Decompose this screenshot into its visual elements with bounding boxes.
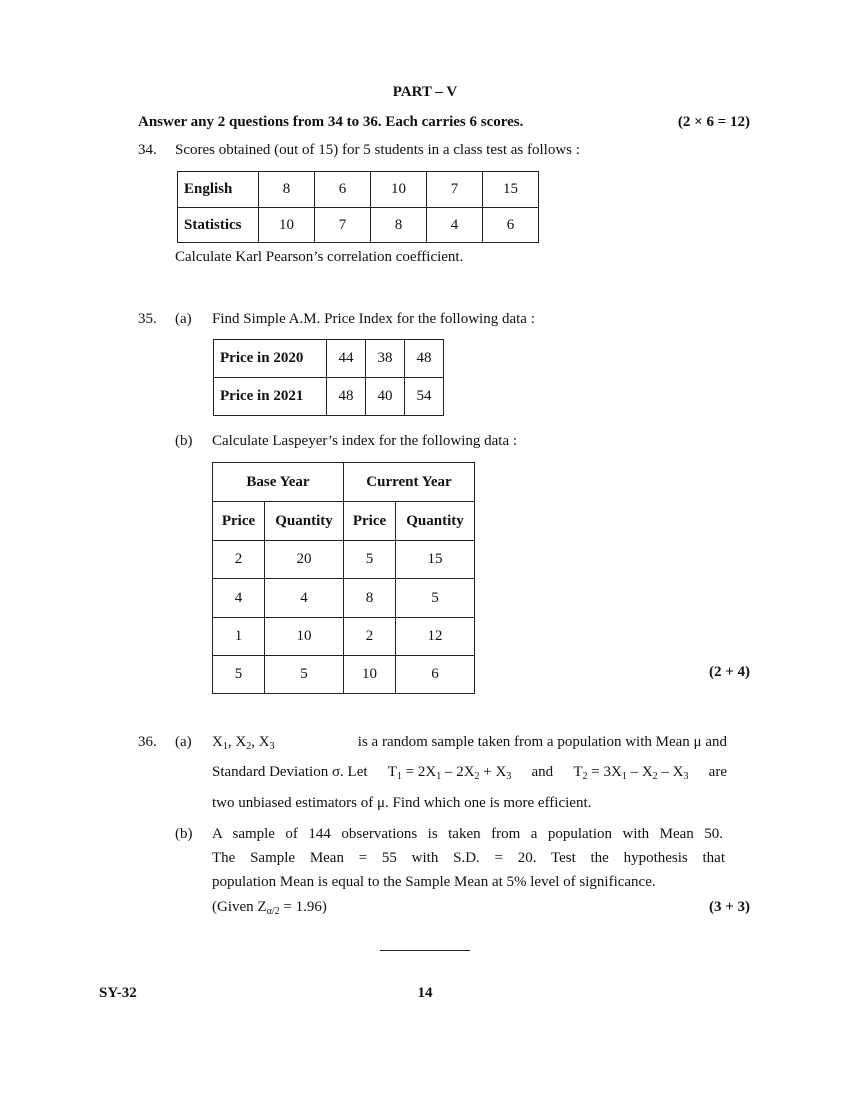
table-cell: 10 xyxy=(259,208,315,243)
q36b-label: (b) xyxy=(175,826,193,842)
q36a-line1-text: is a random sample taken from a population with Mean μ and xyxy=(357,734,727,750)
column-header: Quantity xyxy=(396,502,475,541)
q35a-row-label: Price in 2020 xyxy=(214,340,327,378)
table-cell: 5 xyxy=(396,579,475,618)
table-cell: 2 xyxy=(213,541,265,579)
table-cell: 5 xyxy=(213,656,265,694)
q36a-line3: two unbiased estimators of μ. Find which one is more efficient. xyxy=(212,795,592,811)
q36a-line1 xyxy=(212,734,727,751)
base-year-header: Base Year xyxy=(213,463,344,502)
q36a-are: are xyxy=(708,764,727,780)
q35b-text: Calculate Laspeyer’s index for the following data : xyxy=(212,433,518,449)
instruction-marks: (2 × 6 = 12) xyxy=(677,114,750,130)
q36a-estimator-t2: $T_2 = 3X_1 - X_2 - X_3$ xyxy=(573,764,689,782)
q34-number: 34. xyxy=(138,142,157,158)
table-row xyxy=(213,656,475,694)
q35a-row-label: Price in 2021 xyxy=(214,378,327,416)
table-row xyxy=(214,340,444,378)
table-cell: 40 xyxy=(366,378,405,416)
q34-row-label: English xyxy=(178,172,259,208)
table-cell: 20 xyxy=(265,541,344,579)
q36b-given xyxy=(212,899,327,916)
table-cell: 15 xyxy=(483,172,539,208)
q35-number: 35. xyxy=(138,311,157,327)
given-prefix: (Given Z xyxy=(212,899,267,915)
q34-text: Scores obtained (out of 15) for 5 students in a class test as follows : xyxy=(175,142,580,158)
column-header: Quantity xyxy=(265,502,344,541)
table-cell: 4 xyxy=(265,579,344,618)
column-header: Price xyxy=(344,502,396,541)
q36a-and: and xyxy=(531,764,554,780)
table-cell: 54 xyxy=(405,378,444,416)
table-cell: 5 xyxy=(265,656,344,694)
q35b-label: (b) xyxy=(175,433,193,449)
table-cell: 48 xyxy=(327,378,366,416)
q36a-line2-text: Standard Deviation σ. Let xyxy=(212,764,368,780)
given-subscript: α/2 xyxy=(266,906,280,917)
q35b-table xyxy=(212,462,475,694)
table-cell: 1 xyxy=(213,618,265,656)
table-header-row xyxy=(213,502,475,541)
given-value: = 1.96) xyxy=(279,899,327,915)
end-divider xyxy=(380,950,470,951)
q36b-line2: The Sample Mean = 55 with S.D. = 20. Test the hypothesis that xyxy=(212,850,725,866)
instruction: Answer any 2 questions from 34 to 36. Each carries 6 scores. xyxy=(138,114,524,130)
table-cell: 8 xyxy=(344,579,396,618)
q36a-line2 xyxy=(212,764,727,781)
table-cell: 4 xyxy=(213,579,265,618)
current-year-header: Current Year xyxy=(344,463,475,502)
table-cell: 7 xyxy=(427,172,483,208)
q34-task: Calculate Karl Pearson’s correlation coefficient. xyxy=(175,249,464,265)
q36a-estimator-t1: $T_1 = 2X_1 - 2X_2 + X_3$ xyxy=(387,764,512,782)
q35-marks: (2 + 4) xyxy=(708,664,750,680)
table-row xyxy=(213,618,475,656)
table-row xyxy=(214,378,444,416)
table-cell: 10 xyxy=(265,618,344,656)
footer-code: SY-32 xyxy=(99,985,137,1001)
q34-row-label: Statistics xyxy=(178,208,259,243)
table-row xyxy=(178,208,539,243)
table-row xyxy=(213,579,475,618)
table-cell: 6 xyxy=(315,172,371,208)
table-cell: 38 xyxy=(366,340,405,378)
q36-marks: (3 + 3) xyxy=(708,899,750,915)
q35a-label: (a) xyxy=(175,311,192,327)
part-title: PART – V xyxy=(392,84,458,100)
table-cell: 5 xyxy=(344,541,396,579)
table-cell: 2 xyxy=(344,618,396,656)
table-cell: 6 xyxy=(483,208,539,243)
page-number: 14 xyxy=(417,985,433,1001)
table-cell: 6 xyxy=(396,656,475,694)
table-header-row xyxy=(213,463,475,502)
table-row xyxy=(178,172,539,208)
table-cell: 10 xyxy=(344,656,396,694)
table-cell: 12 xyxy=(396,618,475,656)
q36b-line3: population Mean is equal to the Sample Mean at 5% level of significance. xyxy=(212,874,656,890)
q34-table xyxy=(177,171,539,243)
q36-number: 36. xyxy=(138,734,157,750)
table-cell: 8 xyxy=(371,208,427,243)
table-cell: 44 xyxy=(327,340,366,378)
table-cell: 10 xyxy=(371,172,427,208)
table-cell: 8 xyxy=(259,172,315,208)
table-cell: 15 xyxy=(396,541,475,579)
table-row xyxy=(213,541,475,579)
q36a-label: (a) xyxy=(175,734,192,750)
q36a-variables: $X_1$, $X_2$, $X_3$ xyxy=(212,734,275,752)
q36b-line1: A sample of 144 observations is taken from a population with Mean 50. xyxy=(212,826,723,842)
column-header: Price xyxy=(213,502,265,541)
table-cell: 48 xyxy=(405,340,444,378)
table-cell: 7 xyxy=(315,208,371,243)
q35a-text: Find Simple A.M. Price Index for the following data : xyxy=(212,311,535,327)
table-cell: 4 xyxy=(427,208,483,243)
q35a-table xyxy=(213,339,444,416)
